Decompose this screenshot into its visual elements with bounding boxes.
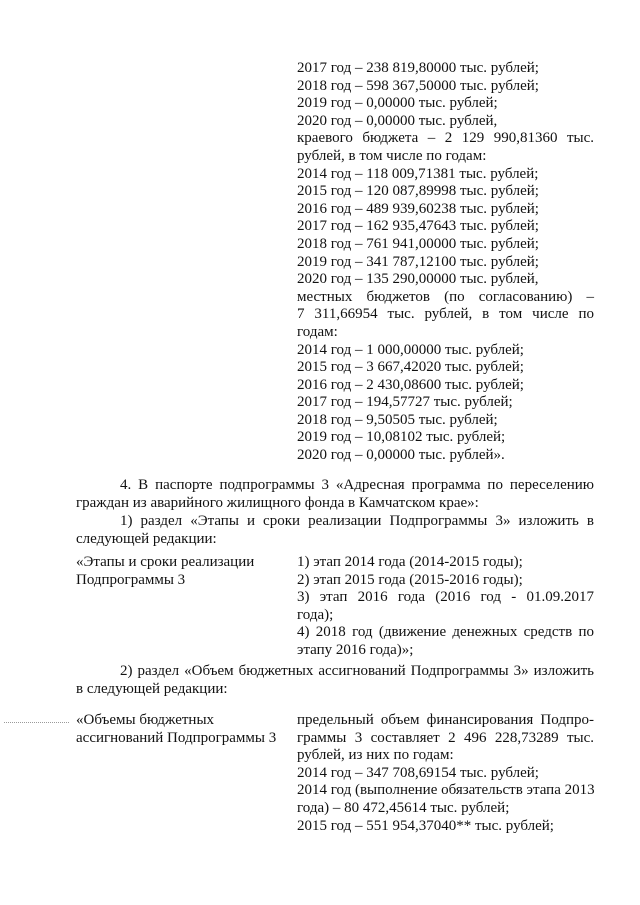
financing-line: 2017 год – 162 935,47643 тыс. рублей; — [297, 218, 539, 235]
financing-line: 7 311,66954 тыс. рублей, в том числе по — [297, 306, 594, 323]
financing-line: 2017 год – 194,57727 тыс. рублей; — [297, 394, 513, 411]
label-line: «Объемы бюджетных — [76, 712, 215, 728]
paragraph-line: 4. В паспорте подпрограммы 3 «Адресная программа по переселению — [120, 477, 594, 493]
financing-line: 2020 год – 135 290,00000 тыс. рублей, — [297, 271, 539, 288]
financing-line: 2020 год – 0,00000 тыс. рублей, — [297, 112, 498, 129]
label-line: Подпрограммы 3 — [76, 571, 186, 588]
paragraph-line: в следующей редакции: — [76, 680, 228, 697]
financing-line: 2015 год – 3 667,42020 тыс. рублей; — [297, 359, 524, 376]
budget-line: 2015 год – 551 954,37040** тыс. рублей; — [297, 817, 554, 834]
paragraph-4-2 — [76, 663, 594, 698]
budget-line: рублей, из них по годам: — [297, 747, 454, 764]
paragraph-line: граждан из аварийного жилищного фонда в Камчатском крае»: — [76, 494, 479, 511]
financing-list-continued — [297, 60, 594, 465]
financing-line: краевого бюджета – 2 129 990,81360 тыс. — [297, 130, 594, 147]
financing-line: 2016 год – 489 939,60238 тыс. рублей; — [297, 200, 539, 217]
paragraph-4 — [76, 477, 594, 512]
paragraph-line: 2) раздел «Объем бюджетных ассигнований Подпрограммы 3» изложить — [120, 663, 594, 679]
budget-line: граммы 3 составляет 2 496 228,73289 тыс. — [297, 729, 594, 746]
budget-line: предельный объем финансирования Подпро- — [297, 712, 594, 728]
financing-line: 2020 год – 0,00000 тыс. рублей». — [297, 447, 505, 464]
label-line: «Этапы и сроки реализации — [76, 554, 255, 570]
financing-line: местных бюджетов (по согласованию) – — [297, 288, 594, 305]
financing-line: 2016 год – 2 430,08600 тыс. рублей; — [297, 376, 524, 393]
paragraph-line: 1) раздел «Этапы и сроки реализации Подпрограммы 3» изложить в — [120, 513, 594, 529]
stages-content — [297, 554, 594, 660]
label-line: ассигнований Подпрограммы 3 — [76, 729, 277, 746]
financing-line: 2018 год – 598 367,50000 тыс. рублей; — [297, 77, 539, 94]
stage-line: 1) этап 2014 года (2014-2015 годы); — [297, 554, 523, 570]
financing-line: 2014 год – 118 009,71381 тыс. рублей; — [297, 165, 539, 182]
financing-line: 2017 год – 238 819,80000 тыс. рублей; — [297, 60, 539, 76]
financing-line: 2018 год – 761 941,00000 тыс. рублей; — [297, 235, 539, 252]
stage-line: 4) 2018 год (движение денежных средств по — [297, 624, 594, 641]
stage-line: 2) этап 2015 года (2015-2016 годы); — [297, 571, 523, 588]
stages-label — [76, 554, 276, 589]
financing-line: рублей, в том числе по годам: — [297, 147, 487, 164]
financing-line: 2019 год – 10,08102 тыс. рублей; — [297, 429, 506, 446]
paragraph-4-1 — [76, 513, 594, 548]
financing-line: годам: — [297, 323, 338, 340]
budget-line: года) – 80 472,45614 тыс. рублей; — [297, 799, 510, 816]
budget-line: 2014 год (выполнение обязательств этапа 2013 — [297, 782, 595, 799]
stage-line: 3) этап 2016 года (2016 год - 01.09.2017 — [297, 589, 594, 606]
financing-line: 2019 год – 0,00000 тыс. рублей; — [297, 95, 498, 112]
stage-line: года); — [297, 606, 334, 623]
financing-line: 2014 год – 1 000,00000 тыс. рублей; — [297, 341, 524, 358]
stage-line: этапу 2016 года)»; — [297, 641, 414, 658]
paragraph-line: следующей редакции: — [76, 530, 217, 547]
budget-content — [297, 712, 594, 835]
financing-line: 2018 год – 9,50505 тыс. рублей; — [297, 411, 498, 428]
budget-line: 2014 год – 347 708,69154 тыс. рублей; — [297, 764, 539, 781]
financing-line: 2019 год – 341 787,12100 тыс. рублей; — [297, 253, 539, 270]
budget-label — [76, 712, 276, 747]
financing-line: 2015 год – 120 087,89998 тыс. рублей; — [297, 183, 539, 200]
scan-artifact-line — [4, 722, 69, 723]
